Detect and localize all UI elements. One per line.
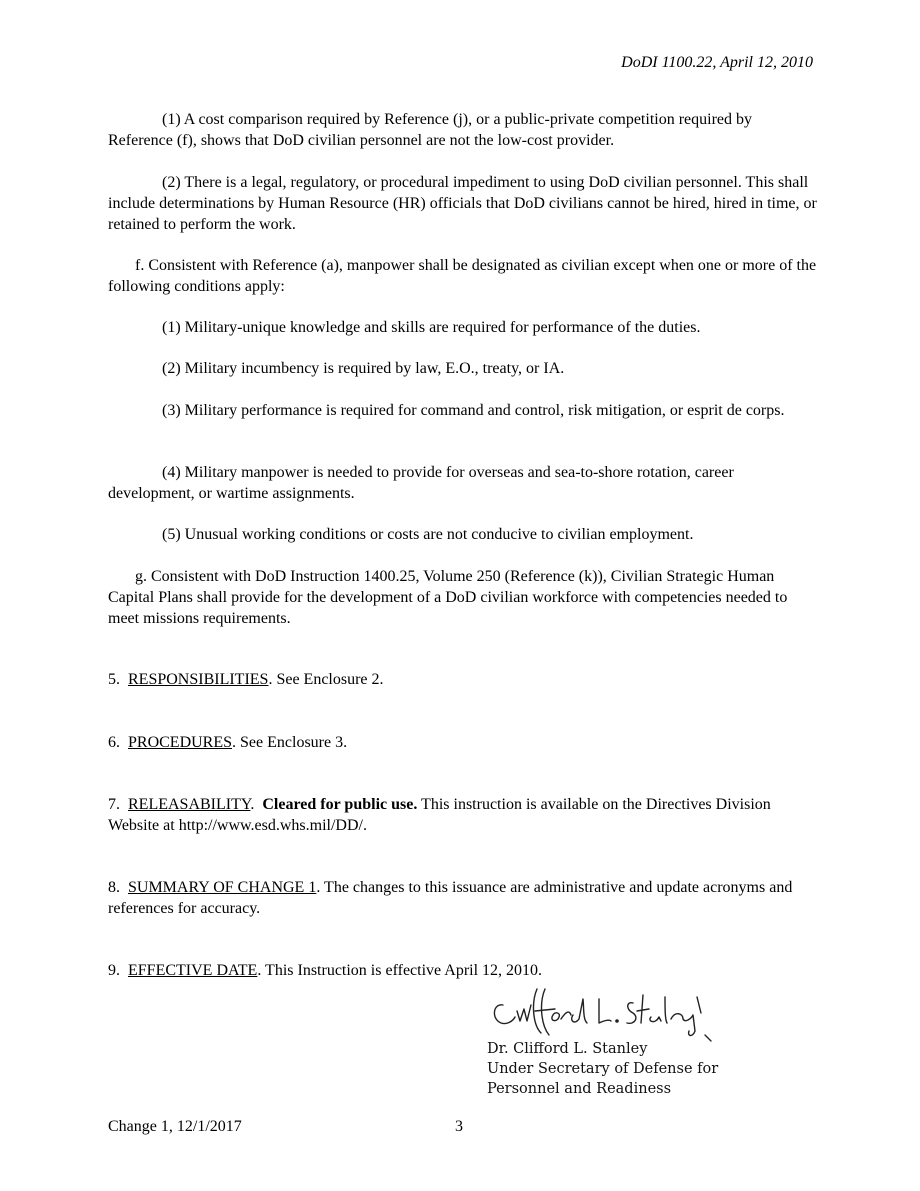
paragraph-e1: (1) A cost comparison required by Reference (j), or a public-private competition required by Reference (f), shows that DoD civilian personnel are not the low-cost provider.: [108, 111, 753, 149]
section-7-separator: .: [250, 796, 263, 813]
section-7-title: RELEASABILITY: [128, 796, 251, 813]
paragraph-f: f. Consistent with Reference (a), manpower shall be designated as civilian except when one or more of the following conditions apply:: [108, 257, 817, 295]
paragraph-f3: (3) Military performance is required for command and control, risk mitigation, or esprit de corps.: [162, 402, 785, 419]
paragraph-f1: (1) Military-unique knowledge and skills are required for performance of the duties.: [162, 319, 701, 336]
section-8-text: . The changes to this issuance are administrative and update acronyms and references for accuracy.: [108, 879, 793, 917]
paragraph-e2: (2) There is a legal, regulatory, or procedural impediment to using DoD civilian personnel. This shall include determinations by Human Resource (HR) officials that DoD civilians cannot be hired, hired in time, or retained to perform the work.: [108, 174, 817, 233]
signatory-title-line2: Personnel and Readiness: [487, 1081, 672, 1097]
signature-block: [487, 975, 727, 1105]
section-5-text: . See Enclosure 2.: [268, 671, 384, 688]
section-6: [108, 732, 818, 753]
section-8: [108, 877, 818, 919]
footer-page-number: 3: [455, 1118, 463, 1135]
section-8-title: SUMMARY OF CHANGE 1: [128, 879, 317, 896]
section-7-bold-note: Cleared for public use.: [262, 796, 418, 813]
section-6-text: . See Enclosure 3.: [232, 734, 348, 751]
paragraph-f2: (2) Military incumbency is required by law, E.O., treaty, or IA.: [162, 360, 565, 377]
section-6-title: PROCEDURES: [128, 734, 233, 751]
handwritten-signature: [487, 975, 727, 1045]
section-5-title: RESPONSIBILITIES: [128, 671, 269, 688]
section-5-number: 5.: [108, 671, 120, 688]
section-7: [108, 794, 818, 836]
paragraph-f4: (4) Military manpower is needed to provide for overseas and sea-to-shore rotation, career development, or wartime assignments.: [108, 464, 734, 502]
footer-change-notice: Change 1, 12/1/2017: [108, 1118, 242, 1135]
section-8-number: 8.: [108, 879, 120, 896]
paragraph-g: g. Consistent with DoD Instruction 1400.25, Volume 250 (Reference (k)), Civilian Strategic Human Capital Plans shall provide for the development of a DoD civilian workforce with competencies needed to meet missions requirements.: [108, 568, 788, 627]
section-7-number: 7.: [108, 796, 120, 813]
section-9-number: 9.: [108, 962, 120, 979]
section-9-title: EFFECTIVE DATE: [128, 962, 258, 979]
paragraph-f5: (5) Unusual working conditions or costs are not conducive to civilian employment.: [162, 526, 694, 543]
signatory-name: Dr. Clifford L. Stanley: [487, 1041, 648, 1057]
section-7-text: This instruction is available on the Directives Division Website at http://www.esd.whs.mil/DD/.: [108, 796, 771, 834]
document-header: DoDI 1100.22, April 12, 2010: [621, 54, 813, 71]
signatory-title-line1: Under Secretary of Defense for: [487, 1061, 719, 1077]
section-9-text: . This Instruction is effective April 12, 2010.: [257, 962, 543, 979]
section-6-number: 6.: [108, 734, 120, 751]
section-5: [108, 669, 818, 690]
